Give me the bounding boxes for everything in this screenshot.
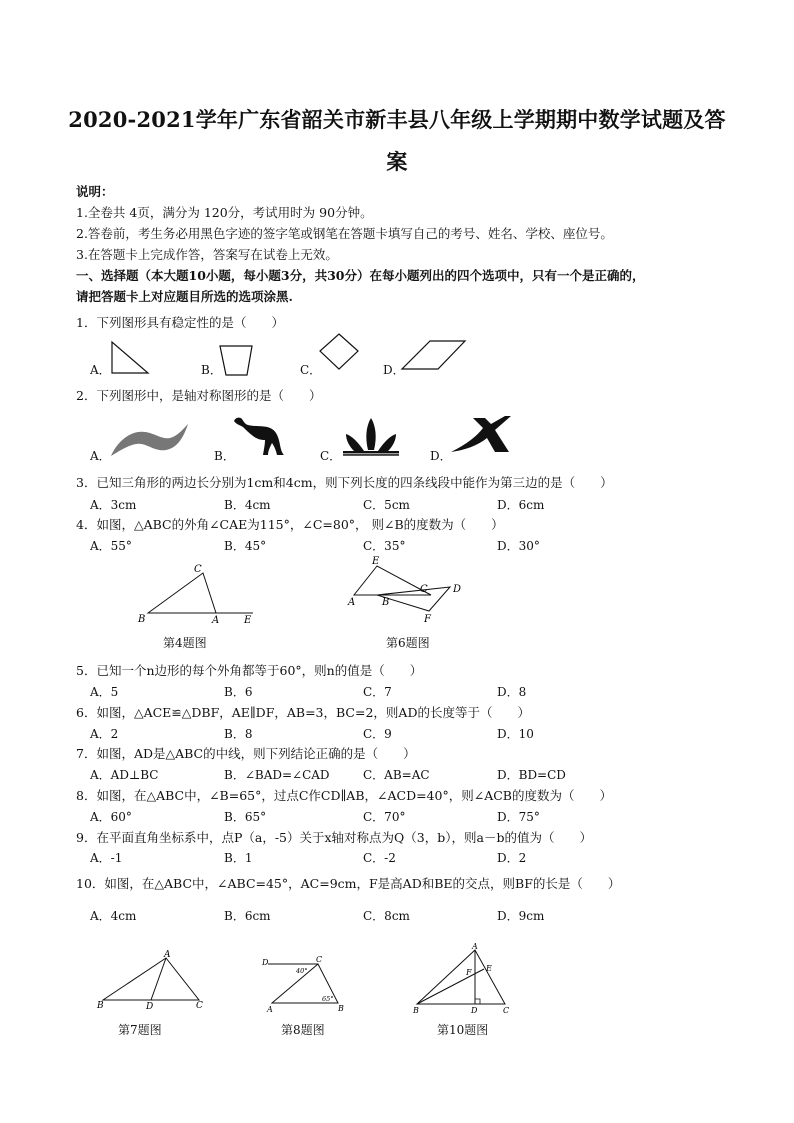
q9-option-c: C．-2 [363, 851, 396, 865]
q6-option-a: A．2 [90, 727, 119, 741]
q3-option-b: B．4cm [224, 498, 271, 512]
q4-option-d: D．30° [497, 539, 540, 553]
q7-option-d: D．BD=CD [497, 768, 566, 782]
q2-option-a: A． [90, 449, 111, 463]
q1-parallelogram-figure [400, 338, 470, 372]
note-2: 2.答卷前，考生务必用黑色字迹的签字笔或钢笔在答题卡填写自己的考号、姓名、学校、座位号。 [76, 226, 613, 241]
q10-label-f: F [466, 968, 472, 977]
q6-option-d: D．10 [497, 727, 534, 741]
q1-square-figure [316, 332, 362, 374]
q10-option-c: C．8cm [363, 909, 410, 923]
q10-option-b: B．6cm [224, 909, 271, 923]
q6-figure-caption: 第6题图 [386, 636, 430, 650]
q2-option-b: B． [214, 449, 235, 463]
q8-option-d: D．75° [497, 810, 540, 824]
q6-option-b: B．8 [224, 727, 253, 741]
q4-label-e: E [244, 615, 252, 626]
q10-option-a: A．4cm [90, 909, 137, 923]
question-2-stem: 2．下列图形中，是轴对称图形的是（ ） [76, 388, 322, 403]
q8-label-d: D [262, 958, 269, 967]
q8-option-a: A．60° [90, 810, 132, 824]
section-heading: 一、选择题（本大题10小题，每小题3分，共30分）在每小题列出的四个选项中，只有一个是正确的， [76, 268, 645, 283]
q8-angle-40: 40° [296, 967, 308, 975]
q1-option-d: D． [383, 363, 405, 377]
q3-option-d: D．6cm [497, 498, 545, 512]
q8-figure [260, 950, 360, 1015]
q6-label-d: D [453, 584, 462, 595]
q8-option-c: C．70° [363, 810, 406, 824]
q7-figure [95, 950, 215, 1015]
q9-option-b: B．1 [224, 851, 253, 865]
q10-label-d: D [471, 1006, 478, 1015]
q6-label-c: C [420, 584, 428, 595]
question-4-stem: 4．如图，△ABC的外角∠CAE为115°，∠C=80°， 则∠B的度数为（ ） [76, 517, 504, 532]
q8-label-a: A [267, 1005, 273, 1014]
note-3: 3.在答题卡上完成作答，答案写在试卷上无效。 [76, 247, 338, 262]
q5-option-c: C．7 [363, 685, 392, 699]
q4-figure [130, 560, 270, 630]
q4-label-c: C [194, 564, 202, 575]
q2-puma-logo [232, 413, 286, 457]
q4-option-b: B．45° [224, 539, 267, 553]
q6-label-f: F [424, 614, 431, 625]
q7-label-c: C [196, 1001, 203, 1011]
q8-option-b: B．65° [224, 810, 267, 824]
question-5-stem: 5．已知一个n边形的每个外角都等于60°，则n的值是（ ） [76, 663, 423, 678]
q7-label-a: A [164, 950, 171, 960]
q10-figure-caption: 第10题图 [437, 1023, 489, 1037]
question-3-stem: 3．已知三角形的两边长分别为1cm和4cm，则下列长度的四条线段中能作为第三边的是（ ） [76, 475, 613, 490]
question-1-stem: 1．下列图形具有稳定性的是（ ） [76, 315, 284, 330]
q4-figure-caption: 第4题图 [163, 636, 207, 650]
q3-option-c: C．5cm [363, 498, 410, 512]
question-10-stem: 10．如图，在△ABC中，∠ABC=45°，AC=9cm，F是高AD和BE的交点，则BF的长是（ ） [76, 876, 621, 891]
q10-label-c: C [503, 1006, 510, 1015]
q6-option-c: C．9 [363, 727, 392, 741]
q6-label-b: B [382, 597, 390, 608]
q3-option-a: A．3cm [90, 498, 137, 512]
q2-option-c: C． [320, 449, 342, 463]
q6-label-a: A [348, 597, 356, 608]
q8-figure-caption: 第8题图 [281, 1023, 325, 1037]
q10-label-e: E [486, 964, 492, 973]
note-1: 1.全卷共 4页，满分为 120分，考试用时为 90分钟。 [76, 205, 373, 220]
q2-adidas-logo [340, 414, 402, 456]
q1-option-c: C． [300, 363, 322, 377]
question-9-stem: 9．在平面直角坐标系中，点P（a，-5）关于x轴对称点为Q（3，b），则a－b的值为（ ） [76, 830, 592, 845]
q5-option-d: D．8 [497, 685, 527, 699]
q10-label-a: A [472, 942, 478, 951]
q9-option-a: A．-1 [90, 851, 123, 865]
q8-angle-65: 65° [322, 995, 334, 1003]
q7-option-a: A．AD⊥BC [90, 768, 159, 782]
q4-label-b: B [138, 614, 146, 625]
q2-swoosh-logo [108, 418, 190, 460]
q7-option-b: B．∠BAD=∠CAD [224, 768, 330, 782]
q9-option-d: D．2 [497, 851, 527, 865]
q10-option-d: D．9cm [497, 909, 545, 923]
notes-heading: 说明： [76, 184, 114, 199]
q4-label-a: A [212, 615, 220, 626]
q10-figure [405, 940, 520, 1018]
q2-option-d: D． [430, 449, 452, 463]
q6-label-e: E [372, 556, 380, 567]
q10-label-b: B [413, 1006, 419, 1015]
q5-option-b: B．6 [224, 685, 253, 699]
q2-xtep-logo [449, 414, 513, 456]
q7-label-b: B [97, 1001, 104, 1011]
q7-figure-caption: 第7题图 [118, 1023, 162, 1037]
question-6-stem: 6．如图，△ACE≌△DBF，AE∥DF，AB=3，BC=2，则AD的长度等于（ ） [76, 705, 530, 720]
q7-label-d: D [146, 1002, 154, 1012]
q1-triangle-figure [105, 338, 165, 376]
q1-trapezoid-figure [215, 342, 275, 378]
q4-option-c: C．35° [363, 539, 406, 553]
q8-label-c: C [316, 955, 323, 964]
q1-option-b: B． [201, 363, 222, 377]
question-7-stem: 7．如图，AD是△ABC的中线，则下列结论正确的是（ ） [76, 746, 416, 761]
q6-figure [340, 552, 470, 625]
q5-option-a: A．5 [90, 685, 119, 699]
q7-option-c: C．AB=AC [363, 768, 430, 782]
page-title-continued: 案 [386, 149, 408, 174]
question-8-stem: 8．如图，在△ABC中，∠B=65°，过点C作CD∥AB，∠ACD=40°，则∠ACB的度数为（ ） [76, 788, 612, 803]
section-instruction: 请把答题卡上对应题目所选的选项涂黑. [76, 289, 293, 304]
q8-label-b: B [338, 1004, 344, 1013]
page-title: 2020-2021学年广东省韶关市新丰县八年级上学期期中数学试题及答 [68, 107, 726, 132]
q4-option-a: A．55° [90, 539, 132, 553]
q1-option-a: A． [90, 363, 111, 377]
